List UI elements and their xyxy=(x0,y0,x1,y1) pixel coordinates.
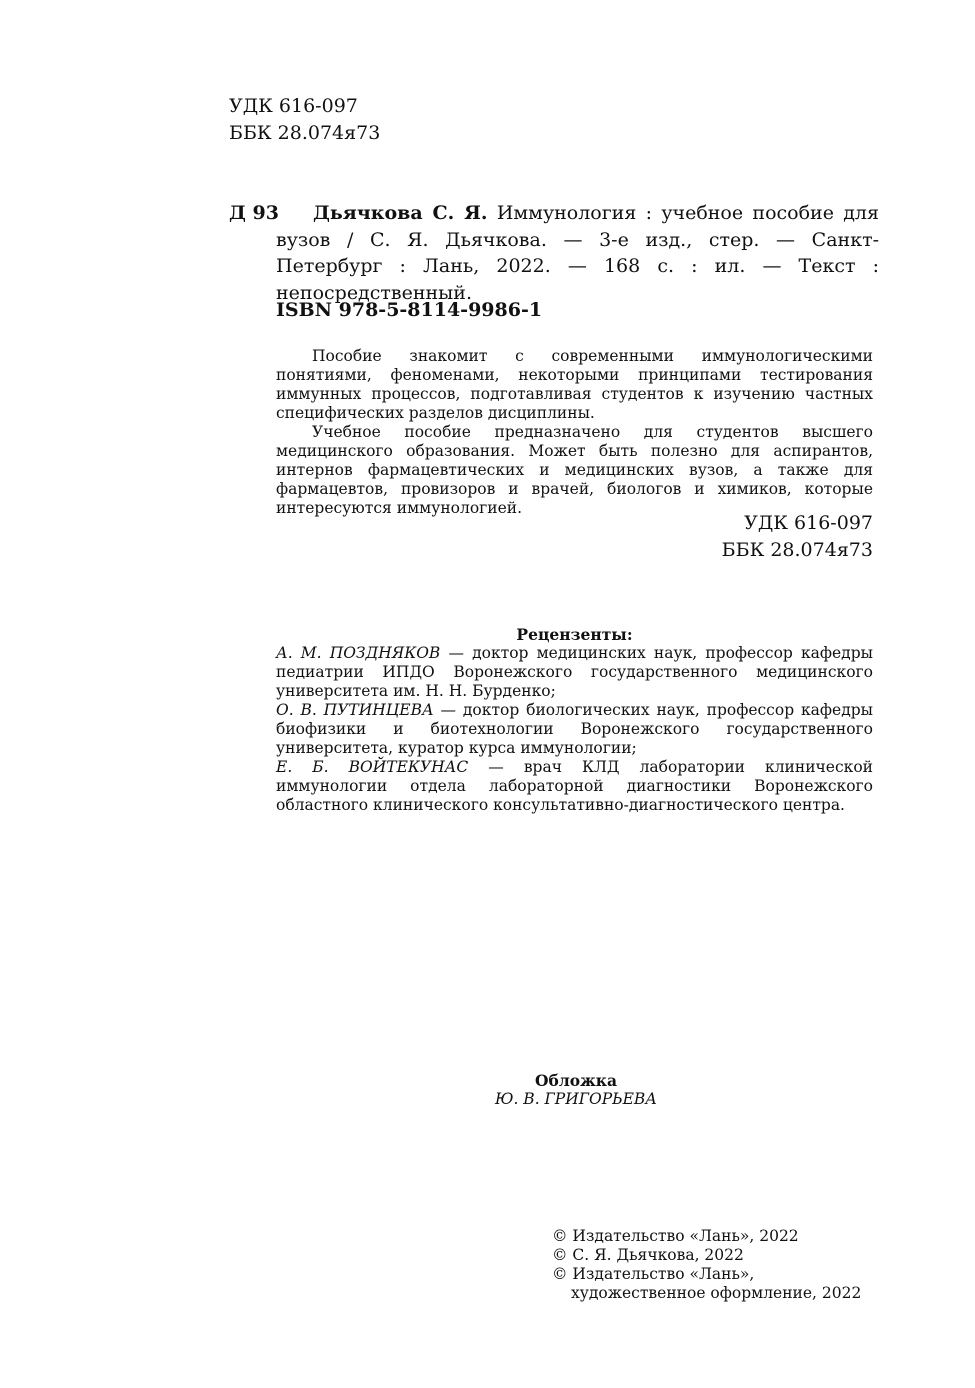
cover-designer: Ю. В. ГРИГОРЬЕВА xyxy=(494,1090,658,1108)
copyright-line-continuation: художественное оформление, 2022 xyxy=(571,1284,862,1302)
catalog-entry xyxy=(229,200,879,306)
reviewer-name: А. М. ПОЗДНЯКОВ xyxy=(276,644,441,662)
reviewers-block xyxy=(276,625,873,815)
copyright-line: © С. Я. Дьячкова, 2022 xyxy=(552,1246,744,1264)
author-sign: Д 93 xyxy=(229,202,279,224)
reviewer-details: — врач КЛД лаборатории клинической иммунологии отдела лабораторной диагностики Воронежского областного клинического консультативно-диагностического центра. xyxy=(276,758,874,814)
copyright-line: © Издательство «Лань», xyxy=(552,1265,755,1283)
cover-credit xyxy=(476,1071,676,1109)
reviewers-heading: Рецензенты: xyxy=(516,625,633,644)
cover-heading: Обложка xyxy=(535,1071,617,1090)
reviewer-name: О. В. ПУТИНЦЕВА xyxy=(276,701,434,719)
reviewer-details: — доктор биологических наук, профессор кафедры биофизики и биотехнологии Воронежского государственного университета, куратор курса иммунологии; xyxy=(276,701,873,757)
udk-code-repeat: УДК 616-097 xyxy=(744,512,873,534)
catalog-description-text: Иммунология : учебное пособие для вузов / С. Я. Дьячкова. — 3-е изд., стер. — Санкт-Петербург : Лань, 2022. — 168 с. : ил. — Текст : непосредственный. xyxy=(276,202,879,304)
reviewer-entry xyxy=(276,758,873,815)
reviewer-entry xyxy=(276,701,873,758)
reviewer-details: — доктор медицинских наук, профессор кафедры педиатрии ИПДО Воронежского государственного медицинского университета им. Н. Н. Бурденко; xyxy=(276,644,873,700)
catalog-description xyxy=(276,200,879,306)
classification-block xyxy=(229,93,380,147)
isbn: ISBN 978-5-8114-9986-1 xyxy=(276,299,543,321)
abstract xyxy=(276,347,873,518)
copyright-block xyxy=(552,1227,872,1303)
classification-block-repeat xyxy=(600,510,873,564)
catalog-author: Дьячкова С. Я. xyxy=(313,202,488,224)
bbk-code: ББК 28.074я73 xyxy=(229,122,381,144)
udk-code: УДК 616-097 xyxy=(229,95,358,117)
abstract-paragraph: Учебное пособие предназначено для студентов высшего медицинского образования. Может быть полезно для аспирантов, интернов фармацевтических и медицинских вузов, а также для фармацевтов, провизоров и врачей, биологов и химиков, которые интересуются иммунологией. xyxy=(276,423,873,517)
abstract-paragraph: Пособие знакомит с современными иммунологическими понятиями, феноменами, некоторыми принципами тестирования иммунных процессов, подготавливая студентов к изучению частных специфических разделов дисциплины. xyxy=(276,347,873,422)
reviewer-entry xyxy=(276,644,873,701)
reviewer-name: Е. Б. ВОЙТЕКУНАС xyxy=(276,758,469,776)
copyright-line: © Издательство «Лань», 2022 xyxy=(552,1227,799,1245)
bbk-code-repeat: ББК 28.074я73 xyxy=(721,539,873,561)
